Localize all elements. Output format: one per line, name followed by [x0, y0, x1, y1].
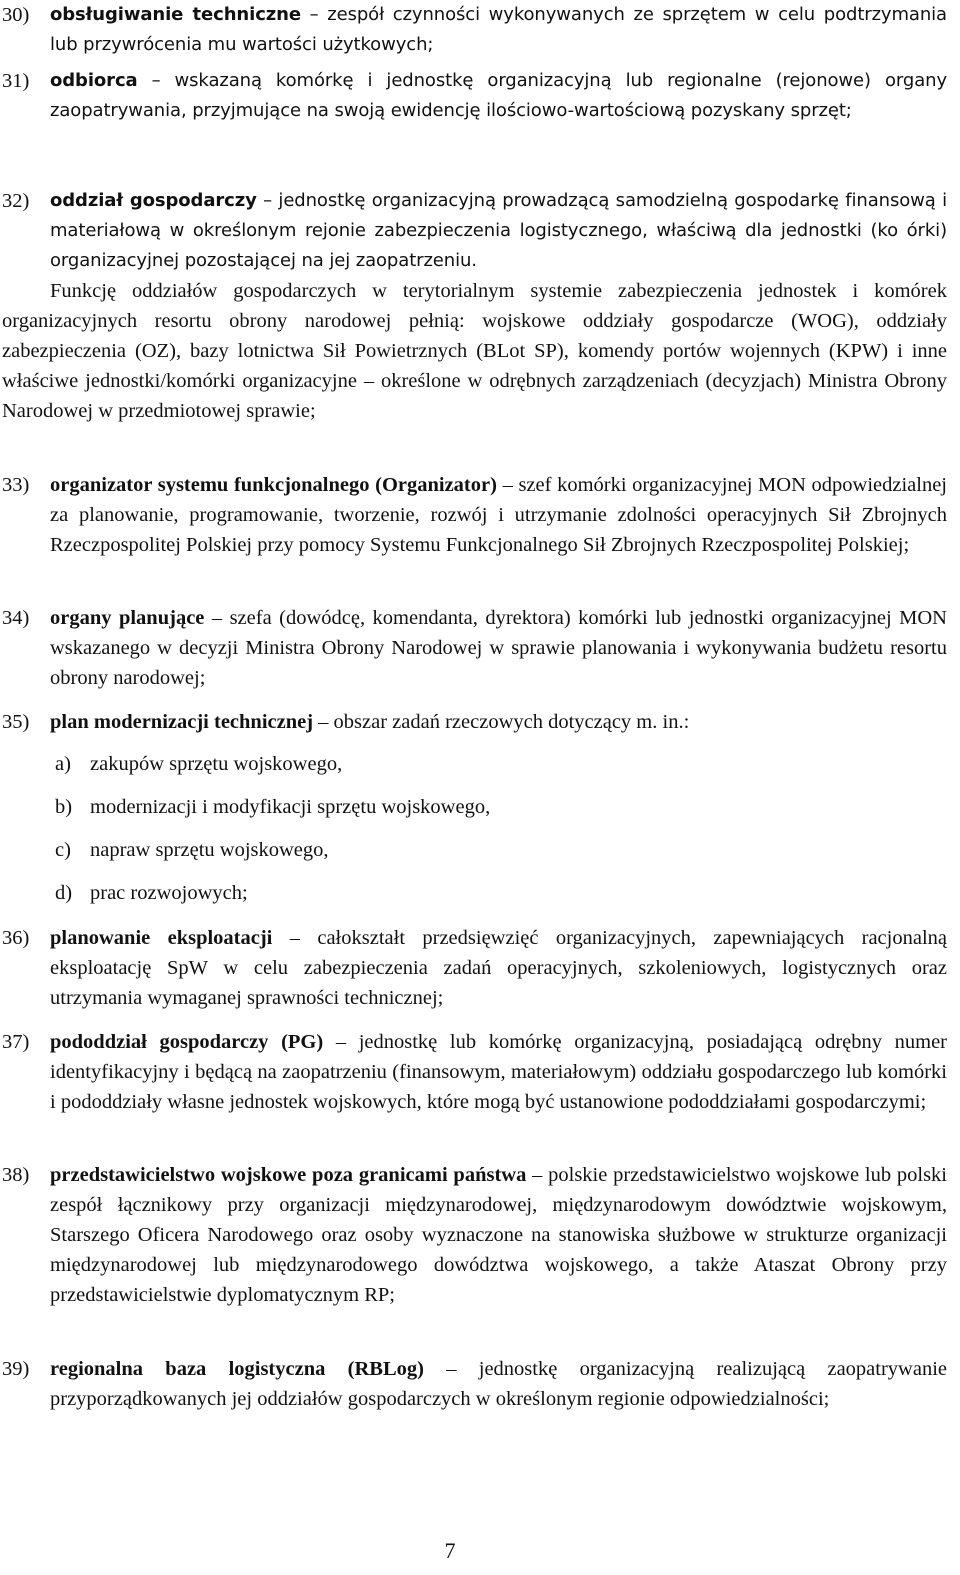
- list-item-text: zakupów sprzętu wojskowego,: [90, 753, 343, 775]
- definition-34: [2, 603, 947, 693]
- entry-body: [50, 0, 947, 60]
- entry-text: – jednostkę lub komórkę organizacyjną, posiadającą odrębny numer identyfikacyjny i będącą na zaopatrzeniu (finansowym, materiałowym) oddziału gospodarczego lub komórki i pododdziały własne jednostek wojskowych, które mogą być ustanowione pododdziałami gospodarczymi;: [50, 1031, 947, 1113]
- definition-32: [2, 186, 947, 426]
- entry-body: [50, 186, 947, 276]
- list-item-label: b): [55, 796, 73, 818]
- entry-text: – obszar zadań rzeczowych dotyczący m. in.:: [313, 711, 690, 733]
- entry-term: regionalna baza logistyczna (RBLog): [50, 1358, 424, 1380]
- entry-term: pododdział gospodarczy (PG): [50, 1031, 324, 1053]
- definition-33: [2, 470, 947, 560]
- entry-body: [50, 66, 947, 126]
- list-item: [50, 835, 947, 865]
- list-item: [50, 749, 947, 779]
- list-item-text: modernizacji i modyfikacji sprzętu wojskowego,: [90, 796, 491, 818]
- list-item: [50, 792, 947, 822]
- definition-39: [2, 1354, 947, 1414]
- entry-text: – wskazaną komórkę i jednostkę organizacyjną lub regionalne (rejonowe) organy zaopatrywania, przyjmujące na swoją ewidencję ilościowo-wartościową pozyskany sprzęt;: [50, 70, 947, 121]
- entry-number: 35): [2, 711, 30, 733]
- list-item-text: napraw sprzętu wojskowego,: [90, 839, 329, 861]
- entry-text: – szef komórki organizacyjnej MON odpowiedzialnej za planowanie, programowanie, tworzenie, rozwój i utrzymanie zdolności operacyjnych Sił Zbrojnych Rzeczpospolitej Polskiej przy pomocy Systemu Funkcjonalnego Sił Zbrojnych Rzeczpospolitej Polskiej;: [50, 474, 947, 556]
- entry-text: – jednostkę organizacyjną realizującą zaopatrywanie przyporządkowanych jej oddziałów gospodarczych w określonym regionie odpowiedzialności;: [50, 1358, 948, 1410]
- definition-37: [2, 1027, 947, 1117]
- list-item-label: d): [55, 882, 73, 904]
- entry-term: organy planujące: [50, 607, 205, 629]
- entry-number: 32): [2, 190, 30, 212]
- entry-body: [50, 1160, 947, 1310]
- entry-text: – zespół czynności wykonywanych ze sprzętem w celu podtrzymania lub przywrócenia mu wartości użytkowych;: [50, 4, 947, 55]
- entry-term: przedstawicielstwo wojskowe poza granicami państwa: [50, 1164, 527, 1186]
- list-item-label: c): [55, 839, 71, 861]
- entry-text: – polskie przedstawicielstwo wojskowe lub polski zespół łącznikowy przy organizacji międzynarodowej, międzynarodowym dowództwie wojskowym, Starszego Oficera Narodowego oraz osoby wyznaczone na stanowiska służbowe w strukturze organizacji międzynarodowej lub międzynarodowego dowództwa wojskowego, a także Ataszat Obrony przy przedstawicielstwie dyplomatycznym RP;: [50, 1164, 948, 1306]
- entry-number: 36): [2, 927, 30, 949]
- entry-term: oddział gospodarczy: [50, 190, 257, 211]
- entry-term: organizator systemu funkcjonalnego (Organizator): [50, 474, 497, 496]
- list-item-label: a): [55, 753, 71, 775]
- entry-text: – całokształt przedsięwzięć organizacyjnych, zapewniających racjonalną eksploatację SpW w celu zabezpieczenia zadań operacyjnych, szkoleniowych, logistycznych oraz utrzymania wymaganej sprawności technicznej;: [50, 927, 948, 1009]
- entry-number: 30): [2, 4, 30, 26]
- page-number: 7: [444, 1538, 456, 1563]
- entry-term: odbiorca: [50, 70, 138, 91]
- definition-31: [2, 66, 947, 126]
- entry-number: 39): [2, 1358, 30, 1380]
- entry-text: – szefa (dowódcę, komendanta, dyrektora) komórki lub jednostki organizacyjnej MON wskazanego w decyzji Ministra Obrony Narodowej w sprawie planowania i wykonywania budżetu resortu obrony narodowej;: [50, 607, 947, 689]
- sub-list: [50, 749, 947, 908]
- entry-term: obsługiwanie techniczne: [50, 4, 301, 25]
- definition-38: [2, 1160, 947, 1310]
- definition-30: [2, 0, 947, 60]
- list-item-text: prac rozwojowych;: [90, 882, 248, 904]
- entry-number: 38): [2, 1164, 30, 1186]
- entry-body: [50, 1027, 947, 1117]
- entry-number: 37): [2, 1031, 30, 1053]
- entry-body: [50, 470, 947, 560]
- entry-number: 31): [2, 70, 30, 92]
- entry-term: plan modernizacji technicznej: [50, 711, 314, 733]
- definition-36: [2, 923, 947, 1013]
- entry-body: [50, 923, 947, 1013]
- entry-term: planowanie eksploatacji: [50, 927, 273, 949]
- definition-35: [2, 707, 947, 921]
- entry-number: 34): [2, 607, 30, 629]
- entry-body: [50, 603, 947, 693]
- list-item: [50, 878, 947, 908]
- entry-text: – jednostkę organizacyjną prowadzącą samodzielną gospodarkę finansową i materiałową w określonym rejonie zabezpieczenia logistycznego, właściwą dla jednostki (ko órki) organizacyjnej pozostającej na jej zaopatrzeniu.: [50, 190, 947, 271]
- entry-number: 33): [2, 474, 30, 496]
- entry-paragraph: Funkcję oddziałów gospodarczych w terytorialnym systemie zabezpieczenia jednostek i komórek organizacyjnych resortu obrony narodowej pełnią: wojskowe oddziały gospodarcze (WOG), oddziały zabezpieczenia (OZ), bazy lotnictwa Sił Powietrznych (BLot SP), komendy portów wojennych (KPW) i inne właściwe jednostki/komórki organizacyjne – określone w odrębnych zarządzeniach (decyzjach) Ministra Obrony Narodowej w przedmiotowej sprawie;: [2, 280, 947, 422]
- entry-body: [50, 707, 947, 908]
- entry-body: [50, 1354, 947, 1414]
